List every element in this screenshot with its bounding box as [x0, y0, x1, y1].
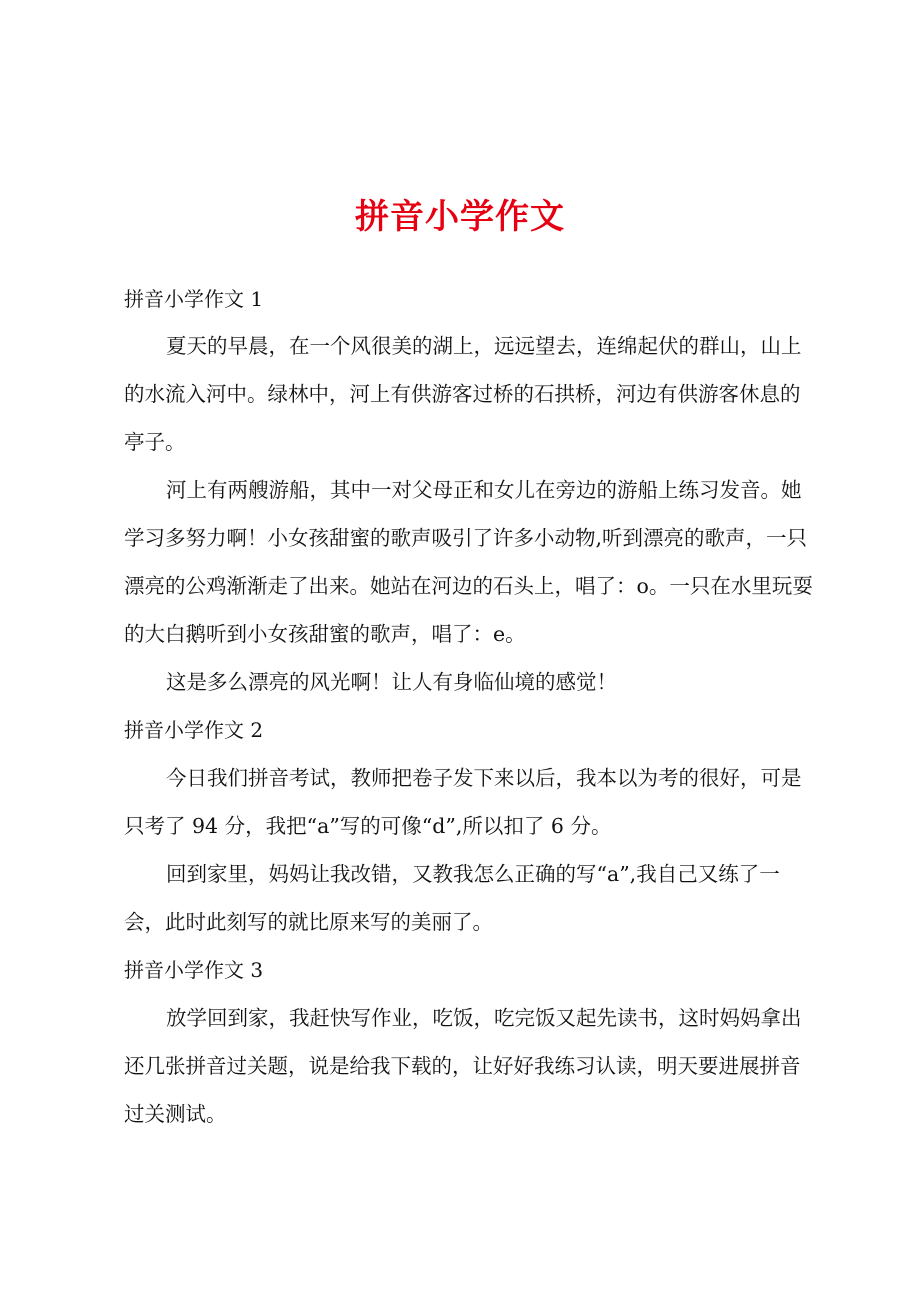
section-heading-3: 拼音小学作文 3: [124, 958, 264, 982]
paragraph-3-1: 放学回到家，我赶快写作业，吃饭，吃完饭又起先读书，这时妈妈拿出还几张拼音过关题，说是给我下载的，让好好我练习认读，明天要进展拼音过关测试。: [124, 1006, 802, 1126]
paragraph-1-2: 河上有两艘游船，其中一对父母正和女儿在旁边的游船上练习发音。她学习多努力啊！小女孩甜蜜的歌声吸引了许多小动物,听到漂亮的歌声，一只漂亮的公鸡渐渐走了出来。她站在河边的石头上，唱了：o。一只在水里玩耍的大白鹅听到小女孩甜蜜的歌声，唱了：e。: [124, 478, 813, 646]
document-title: 拼音小学作文: [355, 197, 565, 237]
paragraph-1-3: 这是多么漂亮的风光啊！让人有身临仙境的感觉！: [166, 670, 617, 694]
paragraph-2-2: 回到家里，妈妈让我改错，又教我怎么正确的写“a”,我自己又练了一会，此时此刻写的就比原来写的美丽了。: [124, 862, 780, 934]
section-heading-1: 拼音小学作文 1: [124, 287, 264, 311]
paragraph-2-1: 今日我们拼音考试，教师把卷子发下来以后，我本以为考的很好，可是只考了 94 分，我把“a”写的可像“d”,所以扣了 6 分。: [124, 766, 802, 838]
paragraph-1-1: 夏天的早晨，在一个风很美的湖上，远远望去，连绵起伏的群山，山上的水流入河中。绿林中，河上有供游客过桥的石拱桥，河边有供游客休息的亭子。: [124, 334, 802, 454]
section-heading-2: 拼音小学作文 2: [124, 718, 264, 742]
